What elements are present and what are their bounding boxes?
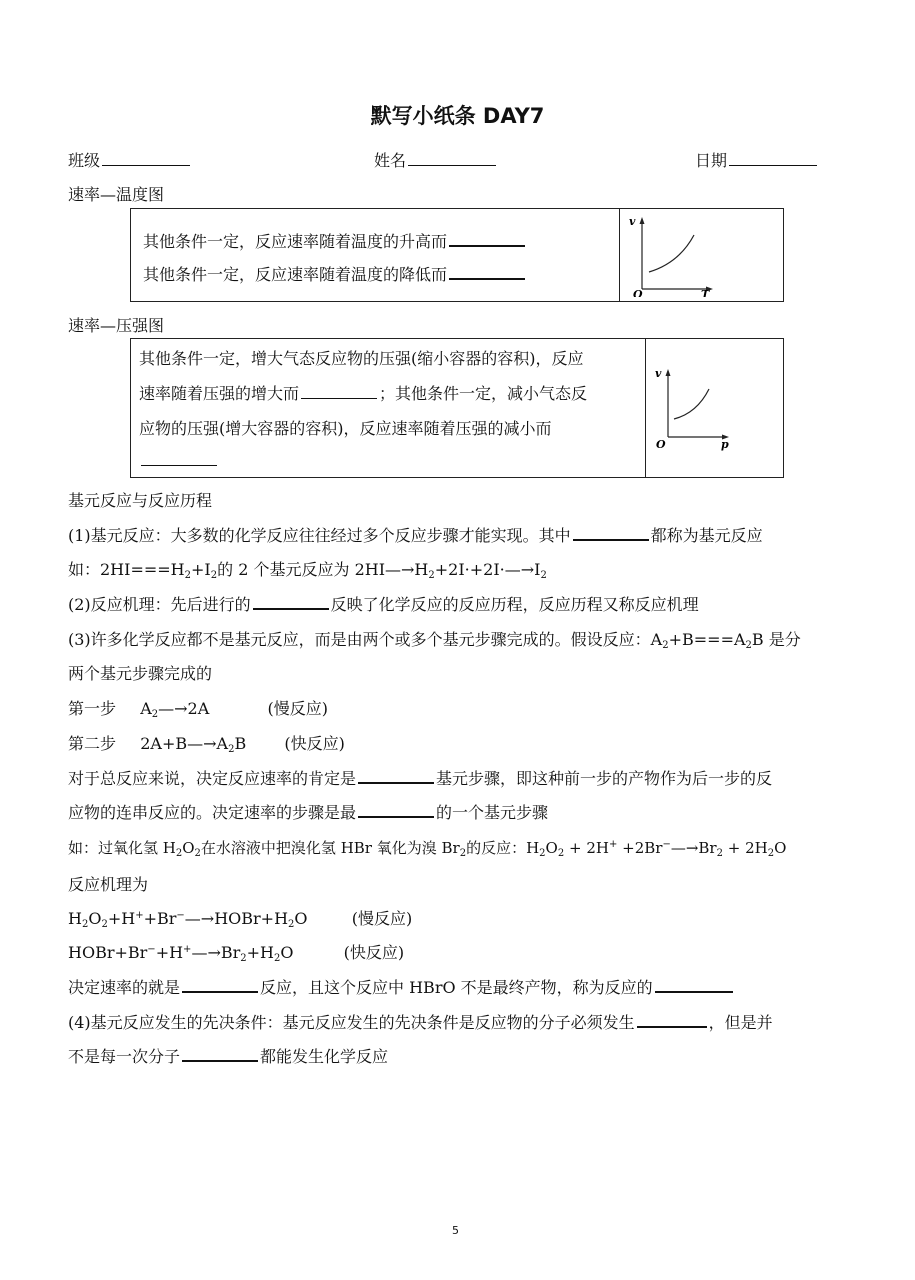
temp-blank-2[interactable] bbox=[449, 264, 525, 280]
m2e: O bbox=[280, 943, 294, 962]
name-blank[interactable] bbox=[408, 151, 496, 166]
para-7-blank-2[interactable] bbox=[655, 977, 733, 993]
pressure-blank-2[interactable] bbox=[141, 451, 217, 466]
para-6: 反应机理为 bbox=[68, 875, 149, 894]
temp-box-divider bbox=[619, 209, 620, 301]
graph1-x-label: T bbox=[701, 288, 710, 297]
section-pressure-heading: 速率—压强图 bbox=[68, 316, 165, 335]
para-4-cont bbox=[68, 800, 548, 823]
class-blank[interactable] bbox=[102, 151, 190, 166]
sup-minus: − bbox=[147, 944, 156, 955]
sub-2: 2 bbox=[767, 848, 775, 859]
para-9-blank[interactable] bbox=[182, 1046, 258, 1062]
sub-2: 2 bbox=[194, 848, 201, 859]
para-4-d: 的一个基元步骤 bbox=[436, 803, 549, 822]
para-4 bbox=[68, 766, 772, 789]
m1c: +H bbox=[107, 909, 136, 928]
graph1-origin-label: O bbox=[633, 288, 643, 297]
step1a: A bbox=[140, 699, 152, 718]
pressure-line-4 bbox=[139, 451, 219, 470]
sub-2: 2 bbox=[273, 953, 281, 964]
pressure-line-2-b: ；其他条件一定，减小气态反 bbox=[379, 384, 588, 403]
graph2-curve bbox=[674, 389, 709, 419]
step-1 bbox=[68, 696, 328, 720]
date-label: 日期 bbox=[695, 151, 728, 170]
date-field bbox=[695, 148, 819, 171]
sub-2: 2 bbox=[81, 919, 89, 930]
para-4-c: 应物的连串反应的。决定速率的步骤是最 bbox=[68, 803, 357, 822]
temp-blank-1[interactable] bbox=[449, 231, 525, 247]
p1c3: 的 2 个基元反应为 2HI—→H bbox=[217, 560, 429, 579]
para-5 bbox=[68, 837, 786, 859]
para-2-blank[interactable] bbox=[253, 594, 329, 610]
m1f: O bbox=[294, 909, 308, 928]
class-label: 班级 bbox=[68, 151, 101, 170]
para-1-blank[interactable] bbox=[573, 525, 649, 541]
mechanism-1-note: (慢反应) bbox=[351, 909, 413, 928]
para-2 bbox=[68, 592, 699, 615]
m1e: —→HOBr+H bbox=[184, 909, 289, 928]
p5j: O bbox=[774, 839, 787, 857]
step2b: B bbox=[234, 734, 247, 753]
sub-2: 2 bbox=[662, 640, 669, 651]
sub-2: 2 bbox=[101, 919, 108, 930]
p5c: 在水溶液中把溴化氢 HBr 氧化为溴 Br bbox=[200, 839, 460, 857]
p5h: —→Br bbox=[670, 839, 717, 857]
sup-minus: − bbox=[176, 910, 185, 921]
sub-2: 2 bbox=[745, 640, 752, 651]
rate-pressure-graph bbox=[651, 361, 771, 457]
para-2-a: (2)反应机理：先后进行的 bbox=[68, 595, 251, 614]
sub-2: 2 bbox=[288, 919, 295, 930]
para-9-a: 不是每一次分子 bbox=[68, 1047, 181, 1066]
para-3 bbox=[68, 627, 801, 651]
sup-minus: − bbox=[662, 839, 671, 850]
para-4-blank-1[interactable] bbox=[358, 768, 434, 784]
p1c: 如：2HI===H bbox=[68, 560, 185, 579]
temperature-box bbox=[130, 208, 784, 302]
para-8 bbox=[68, 1010, 773, 1033]
sub-2: 2 bbox=[557, 848, 565, 859]
name-label: 姓名 bbox=[374, 151, 407, 170]
sub-2: 2 bbox=[175, 848, 183, 859]
p5d: 的反应：H bbox=[466, 839, 540, 857]
name-field bbox=[374, 148, 498, 171]
pressure-blank-1[interactable] bbox=[301, 384, 377, 399]
section-temperature-heading: 速率—温度图 bbox=[68, 185, 165, 204]
p5a: 如：过氧化氢 H bbox=[68, 839, 176, 857]
date-blank[interactable] bbox=[729, 151, 817, 166]
para-8-a: (4)基元反应发生的先决条件：基元反应发生的先决条件是反应物的分子必须发生 bbox=[68, 1013, 635, 1032]
mechanism-2-note: (快反应) bbox=[343, 943, 405, 962]
m2d: +H bbox=[246, 943, 274, 962]
para-4-b: 基元步骤，即这种前一步的产物作为后一步的反 bbox=[436, 769, 773, 788]
m1a: H bbox=[68, 909, 82, 928]
graph1-y-label: v bbox=[629, 215, 636, 228]
para-4-blank-2[interactable] bbox=[358, 802, 434, 818]
sub-2: 2 bbox=[540, 570, 547, 581]
section-elementary-heading: 基元反应与反应历程 bbox=[68, 491, 213, 510]
para-1 bbox=[68, 523, 763, 546]
sup-plus: + bbox=[608, 839, 618, 850]
pressure-box bbox=[130, 338, 784, 478]
p5b: O bbox=[182, 839, 195, 857]
m2a: HOBr+Br bbox=[68, 943, 148, 962]
temp-line-2-text: 其他条件一定，反应速率随着温度的降低而 bbox=[143, 265, 448, 284]
rate-temperature-graph bbox=[625, 211, 775, 297]
para-2-b: 反映了化学反应的反应历程，反应历程又称反应机理 bbox=[330, 595, 699, 614]
m1b: O bbox=[88, 909, 102, 928]
para-7-b: 反应，且这个反应中 HBrO 不是最终产物，称为反应的 bbox=[260, 978, 653, 997]
para-1-b: 都称为基元反应 bbox=[650, 526, 763, 545]
graph2-y-label: v bbox=[655, 367, 662, 380]
sup-plus: + bbox=[135, 910, 144, 921]
sub-2: 2 bbox=[539, 848, 546, 859]
sub-2: 2 bbox=[428, 570, 435, 581]
para-8-blank[interactable] bbox=[637, 1012, 707, 1028]
pressure-line-3: 应物的压强(增大容器的容积)，反应速率随着压强的减小而 bbox=[139, 419, 552, 438]
page-title: 默写小纸条 DAY7 bbox=[370, 104, 545, 128]
temp-line-2 bbox=[143, 262, 527, 285]
pressure-line-2 bbox=[139, 381, 587, 404]
p3a: (3)许多化学反应都不是基元反应，而是由两个或多个基元步骤完成的。假设反应：A bbox=[68, 630, 663, 649]
m2b: +H bbox=[155, 943, 184, 962]
step-1-label: 第一步 bbox=[68, 699, 117, 718]
p1c2: +I bbox=[191, 560, 211, 579]
para-1-example bbox=[68, 557, 547, 581]
p5e: O bbox=[545, 839, 558, 857]
step-1-note: (慢反应) bbox=[267, 699, 328, 718]
para-9 bbox=[68, 1044, 388, 1067]
p3a2: +B===A bbox=[668, 630, 746, 649]
mechanism-1 bbox=[68, 906, 412, 930]
pressure-line-2-a: 速率随着压强的增大而 bbox=[139, 384, 300, 403]
sup-plus: + bbox=[183, 944, 192, 955]
temp-line-1-text: 其他条件一定，反应速率随着温度的升高而 bbox=[143, 232, 448, 251]
sub-2: 2 bbox=[459, 848, 467, 859]
sub-2: 2 bbox=[228, 744, 235, 755]
para-3-b: 两个基元步骤完成的 bbox=[68, 664, 213, 683]
step-2-label: 第二步 bbox=[68, 734, 117, 753]
graph2-x-label: p bbox=[721, 438, 729, 451]
step-2 bbox=[68, 731, 345, 755]
sub-2: 2 bbox=[151, 709, 159, 720]
para-1-a: (1)基元反应：大多数的化学反应往往经过多个反应步骤才能实现。其中 bbox=[68, 526, 571, 545]
p5i: + 2H bbox=[722, 839, 768, 857]
para-4-a: 对于总反应来说，决定反应速率的肯定是 bbox=[68, 769, 357, 788]
p1c4: +2I·+2I·—→I bbox=[434, 560, 541, 579]
para-7-blank-1[interactable] bbox=[182, 977, 258, 993]
step2a: 2A+B—→A bbox=[140, 734, 229, 753]
para-7-a: 决定速率的就是 bbox=[68, 978, 181, 997]
para-9-b: 都能发生化学反应 bbox=[260, 1047, 389, 1066]
sub-2: 2 bbox=[716, 848, 723, 859]
p3a3: B 是分 bbox=[751, 630, 801, 649]
page-number: 5 bbox=[452, 1224, 459, 1237]
p5f: + 2H bbox=[564, 839, 609, 857]
sub-2: 2 bbox=[184, 570, 192, 581]
m2c: —→Br bbox=[191, 943, 241, 962]
para-8-b: ，但是并 bbox=[708, 1013, 773, 1032]
step1b: —→2A bbox=[158, 699, 210, 718]
p5g: +2Br bbox=[617, 839, 663, 857]
temp-line-1 bbox=[143, 229, 527, 252]
para-7 bbox=[68, 975, 735, 998]
class-field bbox=[68, 148, 192, 171]
graph1-curve bbox=[649, 235, 694, 272]
graph1-y-arrow bbox=[640, 217, 645, 224]
pressure-box-divider bbox=[645, 339, 646, 477]
sub-2: 2 bbox=[210, 570, 218, 581]
sub-2: 2 bbox=[240, 953, 247, 964]
graph2-y-arrow bbox=[666, 369, 671, 376]
graph2-origin-label: O bbox=[656, 438, 666, 451]
step-2-note: (快反应) bbox=[284, 734, 345, 753]
pressure-line-1: 其他条件一定，增大气态反应物的压强(缩小容器的容积)，反应 bbox=[139, 349, 584, 368]
m1d: +Br bbox=[143, 909, 177, 928]
mechanism-2 bbox=[68, 940, 404, 964]
